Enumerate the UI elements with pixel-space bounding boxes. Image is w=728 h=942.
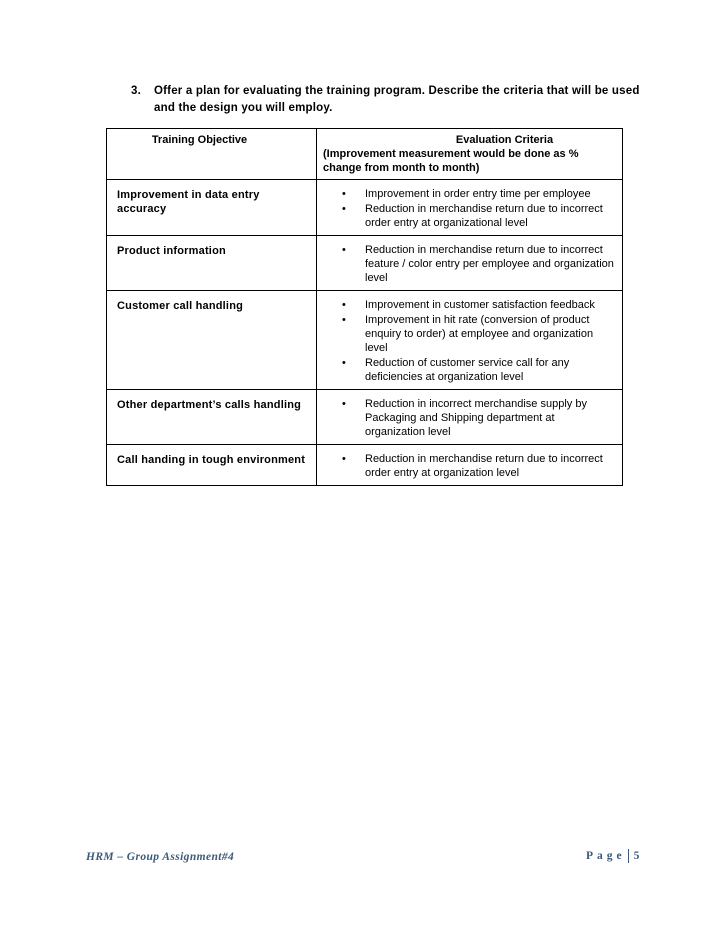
criteria-item xyxy=(317,452,616,480)
bullet-icon: • xyxy=(342,188,346,200)
criteria-text: Reduction in merchandise return due to incorrect feature / color entry per employee and organization level xyxy=(365,244,614,284)
bullet-icon: • xyxy=(342,203,346,215)
table-header-row xyxy=(107,129,623,180)
table-body xyxy=(107,180,623,486)
bullet-icon: • xyxy=(342,314,346,326)
criteria-item xyxy=(317,243,616,285)
criteria-item xyxy=(317,397,616,439)
criteria-cell xyxy=(317,236,623,291)
criteria-text: Reduction in incorrect merchandise supply by Packaging and Shipping department at organization level xyxy=(365,398,587,438)
table-row xyxy=(107,390,623,445)
criteria-text: Reduction in merchandise return due to incorrect order entry at organization level xyxy=(365,453,603,479)
objective-cell: Other department’s calls handling xyxy=(107,390,317,445)
table-row xyxy=(107,445,623,486)
footer-divider xyxy=(628,849,629,863)
criteria-text: Improvement in hit rate (conversion of product enquiry to order) at employee and organization level xyxy=(365,314,594,354)
criteria-list xyxy=(317,452,616,480)
criteria-item xyxy=(317,313,616,355)
criteria-list xyxy=(317,298,616,384)
objective-cell: Product information xyxy=(107,236,317,291)
criteria-list xyxy=(317,397,616,439)
table-row xyxy=(107,180,623,236)
criteria-list xyxy=(317,187,616,230)
footer-document-title: HRM – Group Assignment#4 xyxy=(86,851,235,863)
footer-page-indicator xyxy=(586,849,639,863)
objective-cell: Call handing in tough environment xyxy=(107,445,317,486)
criteria-cell xyxy=(317,390,623,445)
criteria-text: Improvement in order entry time per employee xyxy=(365,188,591,200)
header-criteria-note: (Improvement measurement would be done as % change from month to month) xyxy=(323,148,579,174)
table-row xyxy=(107,291,623,390)
bullet-icon: • xyxy=(342,357,346,369)
criteria-cell xyxy=(317,445,623,486)
criteria-text: Reduction in merchandise return due to incorrect order entry at organizational level xyxy=(365,203,603,229)
criteria-item xyxy=(317,298,616,312)
criteria-cell xyxy=(317,291,623,390)
criteria-item xyxy=(317,202,616,230)
question-text: Offer a plan for evaluating the training program. Describe the criteria that will be used and the design you will employ. xyxy=(154,85,640,114)
criteria-list xyxy=(317,243,616,285)
bullet-icon: • xyxy=(342,398,346,410)
bullet-icon: • xyxy=(342,453,346,465)
criteria-text: Reduction of customer service call for any deficiencies at organization level xyxy=(365,357,570,383)
table-row xyxy=(107,236,623,291)
footer-page-number: 5 xyxy=(633,850,640,862)
footer-page-word: Page xyxy=(586,850,626,862)
criteria-text: Improvement in customer satisfaction feedback xyxy=(365,299,595,311)
question-number: 3. xyxy=(131,85,141,97)
criteria-cell xyxy=(317,180,623,236)
header-criteria-title: Evaluation Criteria xyxy=(455,134,554,146)
bullet-icon: • xyxy=(342,244,346,256)
header-training-objective: Training Objective xyxy=(107,129,317,180)
criteria-item xyxy=(317,187,616,201)
bullet-icon: • xyxy=(342,299,346,311)
objective-cell: Improvement in data entry accuracy xyxy=(107,180,317,236)
header-evaluation-criteria xyxy=(317,129,623,180)
objective-cell: Customer call handling xyxy=(107,291,317,390)
criteria-item xyxy=(317,356,616,384)
evaluation-table xyxy=(106,128,623,486)
